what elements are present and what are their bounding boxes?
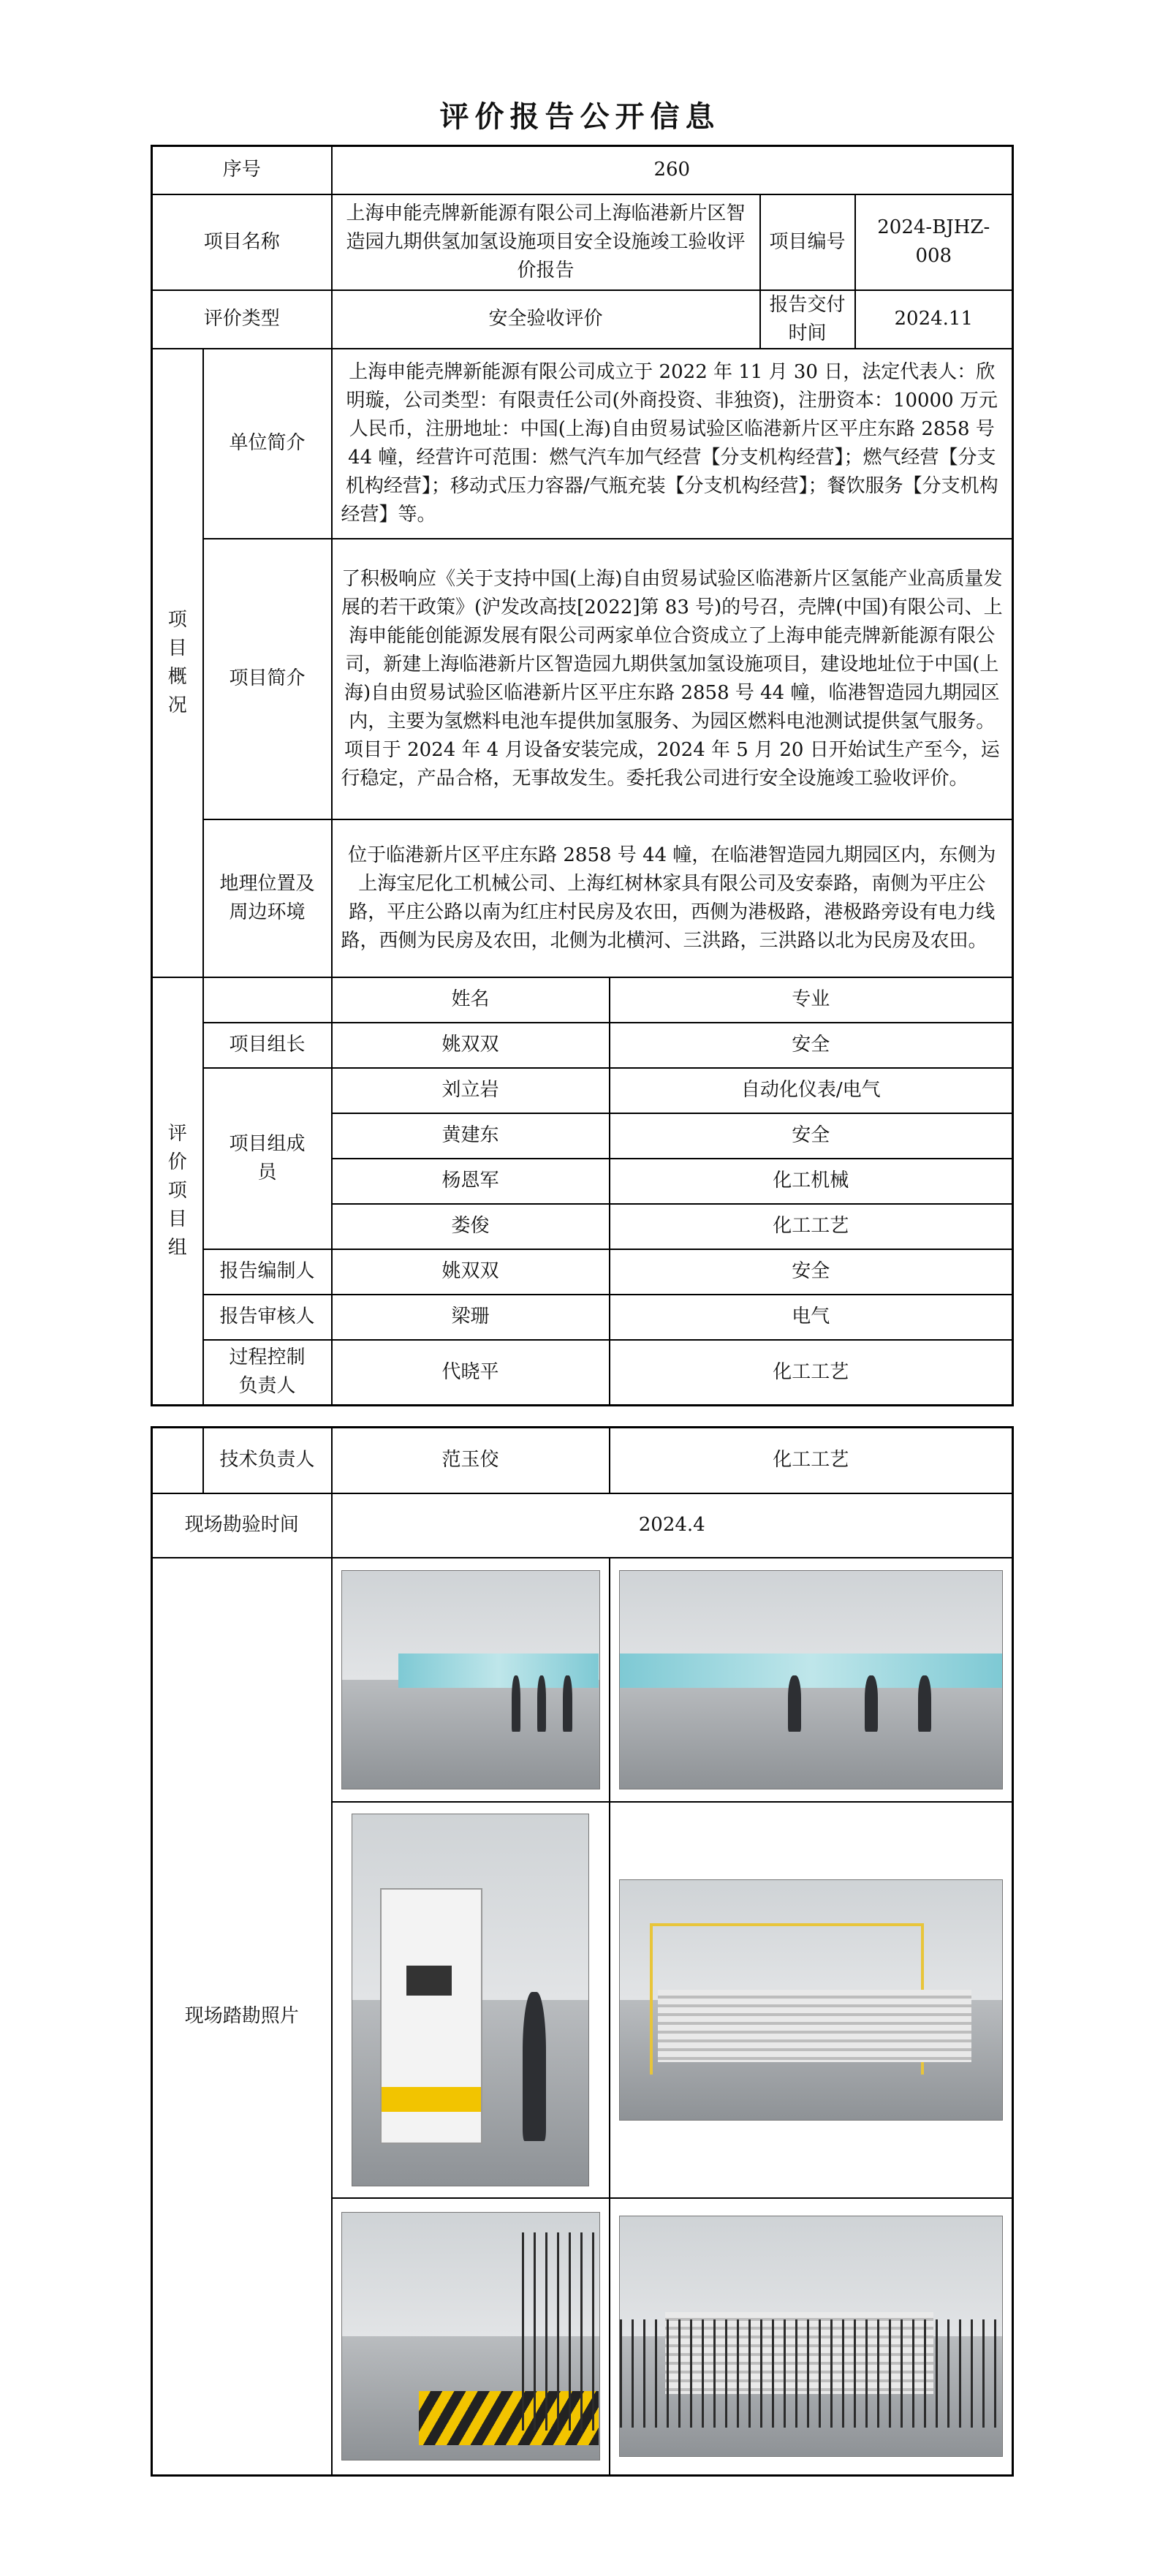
technical-lead-name: 范玉佼 [332, 1428, 610, 1493]
project-code-value: 2024-BJHZ-008 [855, 194, 1013, 290]
report-writer-row [152, 1249, 1013, 1295]
site-survey-time-label: 现场勘验时间 [152, 1493, 332, 1558]
team-header-row [152, 977, 1013, 1023]
process-controller-name: 代晓平 [332, 1340, 610, 1406]
unit-intro-row [152, 349, 1013, 539]
team-group-text: 评价项目组 [167, 1122, 187, 1259]
project-name-value: 上海申能壳牌新能源有限公司上海临港新片区智造园九期供氢加氢设施项目安全设施竣工验收评价报告 [332, 194, 760, 290]
name-column-header: 姓名 [332, 977, 610, 1023]
process-controller-specialty: 化工工艺 [610, 1340, 1013, 1406]
info-table [151, 145, 1014, 1406]
report-reviewer-label: 报告审核人 [203, 1295, 332, 1340]
unit-intro-label: 单位简介 [203, 349, 332, 539]
photo-cell [610, 1802, 1013, 2198]
team-member-specialty: 自动化仪表/电气 [610, 1068, 1013, 1113]
serial-no-label: 序号 [152, 146, 332, 194]
geo-location-value: 位于临港新片区平庄东路 2858 号 44 幢，在临港智造园九期园区内，东侧为上海宝尼化工机械公司、上海红树林家具有限公司及安泰路，南侧为平庄公路，平庄公路以南为红庄村民房及农田，西侧为港极路，港极路旁设有电力线路，西侧为民房及农田，北侧为北横河、三洪路，三洪路以北为民房及农田。 [332, 819, 1013, 977]
report-delivery-time-label: 报告交付时间 [760, 290, 855, 349]
team-header-blank [203, 977, 332, 1023]
project-name-row [152, 194, 1013, 290]
report-reviewer-row [152, 1295, 1013, 1340]
specialty-column-header: 专业 [610, 977, 1013, 1023]
serial-row [152, 146, 1013, 194]
team-member-name: 黄建东 [332, 1113, 610, 1159]
team-leader-specialty: 安全 [610, 1023, 1013, 1068]
eval-type-label: 评价类型 [152, 290, 332, 349]
overview-group-text: 项目概况 [167, 608, 187, 716]
project-code-label: 项目编号 [760, 194, 855, 290]
overview-group-label [152, 349, 203, 977]
team-member-specialty: 化工机械 [610, 1159, 1013, 1204]
team-member-specialty: 安全 [610, 1113, 1013, 1159]
technical-lead-row [152, 1428, 1013, 1493]
unit-intro-value: 上海申能壳牌新能源有限公司成立于 2022 年 11 月 30 日，法定代表人：欣明璇，公司类型：有限责任公司(外商投资、非独资)，注册资本：10000 万元人民币，注册地址：中国(上海)自由贸易试验区临港新片区平庄东路 2858 号 44 幢，经营许可范围：燃气汽车加气经营【分支机构经营】；燃气经营【分支机构经营】；移动式压力容器/气瓶充装【分支机构经营】；餐饮服务【分支机构经营】等。 [332, 349, 1013, 539]
photo-cell [332, 1558, 610, 1802]
site-survey-time-row [152, 1493, 1013, 1558]
geo-location-label: 地理位置及周边环境 [203, 819, 332, 977]
page-title: 评价报告公开信息 [439, 99, 721, 134]
team-member-specialty: 化工工艺 [610, 1204, 1013, 1249]
process-controller-row [152, 1340, 1013, 1406]
report-delivery-time-value: 2024.11 [855, 290, 1013, 349]
team-member-name: 刘立岩 [332, 1068, 610, 1113]
site-photo [341, 1570, 600, 1789]
technical-lead-label: 技术负责人 [203, 1428, 332, 1493]
project-name-label: 项目名称 [152, 194, 332, 290]
photo-cell [610, 2198, 1013, 2476]
report-reviewer-specialty: 电气 [610, 1295, 1013, 1340]
team-members-label: 项目组成员 [203, 1068, 332, 1249]
geo-location-row [152, 819, 1013, 977]
site-photo [619, 2216, 1004, 2457]
team-group-label [152, 977, 203, 1406]
photo-row [152, 1558, 1013, 1802]
eval-type-value: 安全验收评价 [332, 290, 760, 349]
site-photo [352, 1814, 590, 2186]
serial-no-value: 260 [332, 146, 1013, 194]
technical-lead-blank [152, 1428, 203, 1493]
team-member-row [152, 1068, 1013, 1113]
team-leader-row [152, 1023, 1013, 1068]
eval-type-row [152, 290, 1013, 349]
site-table [151, 1426, 1014, 2477]
report-writer-label: 报告编制人 [203, 1249, 332, 1295]
team-member-name: 娄俊 [332, 1204, 610, 1249]
photo-cell [332, 1802, 610, 2198]
project-intro-label: 项目简介 [203, 539, 332, 819]
site-photos-label: 现场踏勘照片 [152, 1558, 332, 2476]
site-photo [619, 1570, 1004, 1789]
report-writer-specialty: 安全 [610, 1249, 1013, 1295]
team-member-name: 杨恩军 [332, 1159, 610, 1204]
process-controller-label: 过程控制负责人 [203, 1340, 332, 1406]
photo-cell [610, 1558, 1013, 1802]
project-intro-value: 了积极响应《关于支持中国(上海)自由贸易试验区临港新片区氢能产业高质量发展的若干政策》(沪发改高技[2022]第 83 号)的号召，壳牌(中国)有限公司、上海申能能创能源发展有限公司两家单位合资成立了上海申能壳牌新能源有限公司，新建上海临港新片区智造园九期供氢加氢设施项目，建设地址位于中国(上海)自由贸易试验区临港新片区平庄东路 2858 号 44 幢，临港智造园九期园区内，主要为氢燃料电池车提供加氢服务、为园区燃料电池测试提供氢气服务。项目于 2024 年 4 月设备安装完成，2024 年 5 月 20 日开始试生产至今，运行稳定，产品合格，无事故发生。委托我公司进行安全设施竣工验收评价。 [332, 539, 1013, 819]
team-leader-label: 项目组长 [203, 1023, 332, 1068]
site-photo [341, 2212, 600, 2461]
technical-lead-specialty: 化工工艺 [610, 1428, 1013, 1493]
site-photo [619, 1879, 1004, 2121]
team-leader-name: 姚双双 [332, 1023, 610, 1068]
site-survey-time-value: 2024.4 [332, 1493, 1013, 1558]
report-reviewer-name: 梁珊 [332, 1295, 610, 1340]
photo-cell [332, 2198, 610, 2476]
project-intro-row [152, 539, 1013, 819]
report-writer-name: 姚双双 [332, 1249, 610, 1295]
